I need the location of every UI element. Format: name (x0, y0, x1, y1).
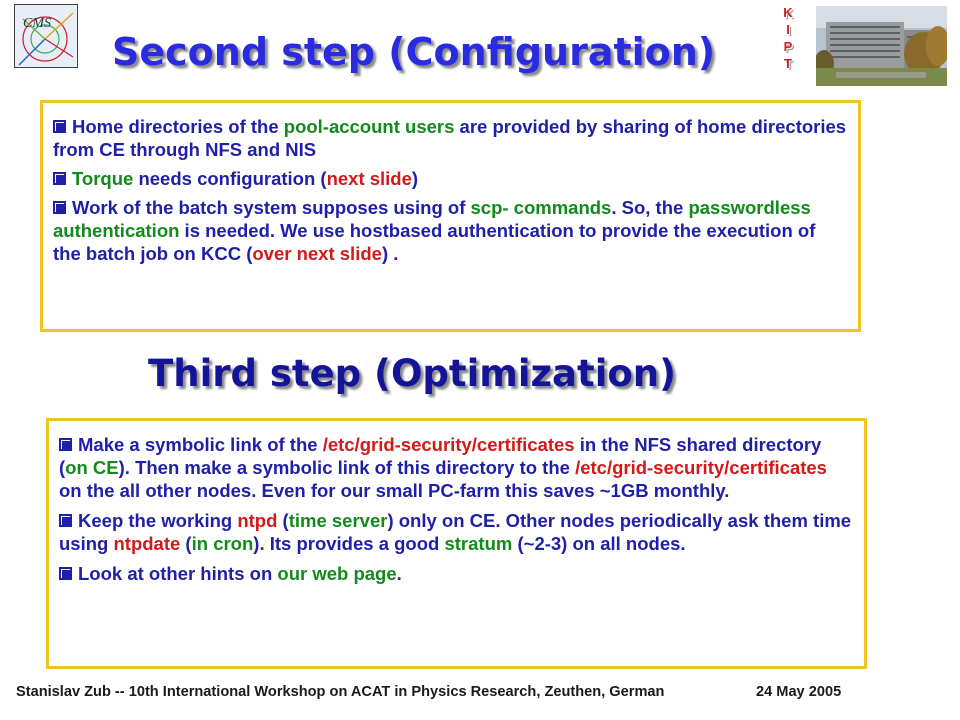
configuration-section (40, 100, 861, 332)
optimization-section (46, 418, 867, 669)
institute-building-photo (816, 6, 947, 86)
square-checkbox-bullet-icon (53, 120, 66, 133)
cms-logo-text: CMS (23, 16, 51, 31)
config-item-batch-system: Work of the batch system supposes using of scp- commands. So, the passwordless authentication is needed. We use hostbased authentication to provide the execution of the batch job on KCC (over next slide) . (53, 197, 816, 264)
footer-date: 24 May 2005 (756, 684, 842, 700)
slide-footer (16, 684, 842, 700)
footer-text: Stanislav Zub -- 10th International Workshop on ACAT in Physics Research, Zeuthen, German (16, 684, 665, 700)
square-checkbox-bullet-icon (59, 567, 72, 580)
config-item-home-directories: Home directories of the pool-account users are provided by sharing of home directories from CE through NFS and NIS (53, 116, 847, 160)
cms-logo-graphic (15, 5, 77, 67)
web-page-link[interactable]: our web page (277, 563, 397, 584)
optimization-item-symbolic-link: Make a symbolic link of the /etc/grid-security/certificates in the NFS shared directory (on CE). Then make a symbolic link of this directory to the /etc/grid-security/certificates on the all other nodes. Even for our small PC-farm this saves ~1GB monthly. (59, 434, 827, 501)
kipt-letter: T (784, 56, 792, 71)
kipt-letter: I (786, 22, 790, 37)
slide-title-configuration: Second step (Configuration) (112, 30, 716, 74)
kipt-letter: K (783, 5, 793, 20)
optimization-item-web-hints: Look at other hints on our web page. (59, 562, 854, 585)
kipt-letter: P (783, 39, 793, 54)
square-checkbox-bullet-icon (53, 172, 66, 185)
square-checkbox-bullet-icon (59, 514, 72, 527)
square-checkbox-bullet-icon (53, 201, 66, 214)
optimization-item-ntpd: Keep the working ntpd (time server) only on CE. Other nodes periodically ask them time using ntpdate (in cron). Its provides a good stratum (~2-3) on all nodes. (59, 510, 852, 554)
kipt-logo (777, 4, 799, 86)
cms-logo (14, 4, 78, 68)
config-item-torque: Torque needs configuration (next slide) (53, 167, 848, 190)
square-checkbox-bullet-icon (59, 438, 72, 451)
section-title-optimization: Third step (Optimization) (148, 352, 677, 395)
